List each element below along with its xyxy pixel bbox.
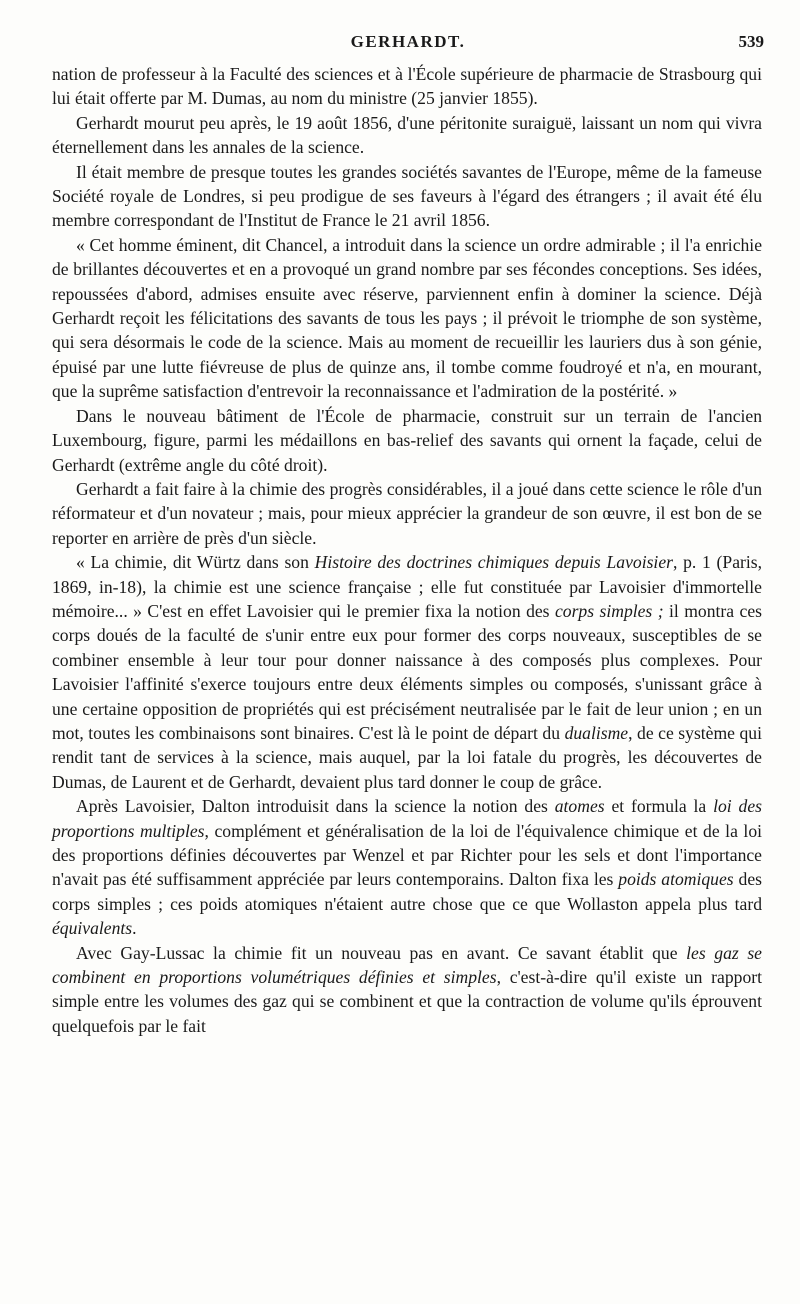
text-run: il montra ces corps doués de la faculté de s'unir entre eux pour former des corps nouveaux, susceptibles de se combiner ensemble à leur tour pour donner naissance à des composés plus complexes. Pour Lavoisier l'affinité s'exerce toujours entre deux éléments simples ou composés, s'unissant grâce à une certaine opposition de propriétés qui est précisément neutralisée par le fait de leur union ; en un mot, toutes les combinaisons sont binaires. C'est là le point de départ du xyxy=(52,600,762,743)
text-run: Il était membre de presque toutes les grandes sociétés savantes de l'Europe, même de la fameuse Société royale de Londres, si peu prodigue de ses faveurs à l'égard des étrangers ; il avait été élu membre correspondant de l'Institut de France le 21 avril 1856. xyxy=(52,161,762,231)
italic-text: poids atomiques xyxy=(618,869,734,890)
text-run: , c'est-à-dire qu'il existe un rapport simple entre les volumes des gaz qui se combinent et que la contraction de volume qu'ils éprouvent quelquefois par le fait xyxy=(52,967,762,1036)
text-run: « Cet homme éminent, dit Chancel, a introduit dans la science un ordre admirable ; il l'a enrichie de brillantes découvertes et en a provoqué un grand nombre par ses fécondes conceptions. Ses idées, repoussées d'abord, admises ensuite avec réserve, parviennent enfin à dominer la science. Déjà Gerhardt reçoit les félicitations des savants de tous les pays ; il prévoit le triomphe de son système, qui sera désormais le code de la science. Mais au moment de recueillir les lauriers dus à son génie, épuisé par une lutte fiévreuse de plus de quinze ans, il tombe comme foudroyé et n'a, en mourant, que la suprême satisfaction d'entrevoir la reconnaissance et l'admiration de la postérité. » xyxy=(52,234,762,402)
italic-text: les gaz se combinent en proportions volumétriques définies et simples xyxy=(52,942,762,988)
page-number: 539 xyxy=(738,32,764,51)
paragraph xyxy=(52,160,762,233)
paragraph xyxy=(52,794,762,940)
text-run: Après Lavoisier, Dalton introduisit dans la science la notion des xyxy=(76,796,555,817)
page-header xyxy=(52,32,764,56)
text-run: Gerhardt a fait faire à la chimie des progrès considérables, il a joué dans cette science le rôle d'un réformateur et d'un novateur ; mais, pour mieux apprécier la grandeur de son œuvre, il est bon de se reporter en arrière de près d'un siècle. xyxy=(52,478,762,548)
text-run: . xyxy=(132,918,137,939)
italic-text: loi des proportions multiples xyxy=(52,796,762,841)
paragraph xyxy=(52,404,762,477)
italic-text: Histoire des doctrines chimiques depuis Lavoisier xyxy=(314,552,673,573)
paragraph xyxy=(52,550,762,794)
italic-text: atomes xyxy=(554,796,605,817)
body-text xyxy=(52,62,762,1038)
italic-text: dualisme xyxy=(564,722,629,743)
text-run: , p. 1 (Paris, 1869, in-18), la chimie est une science française ; elle fut constituée par Lavoisier d'immortelle mémoire... » C'est en effet Lavoisier qui le premier fixa la notion des xyxy=(52,552,763,621)
italic-text: équivalents xyxy=(52,918,133,939)
text-run: Gerhardt mourut peu après, le 19 août 1856, d'une péritonite suraiguë, laissant un nom qui vivra éternellement dans les annales de la science. xyxy=(52,112,762,158)
text-run: et formula la xyxy=(604,796,714,817)
text-run: , complément et généralisation de la loi de l'équivalence chimique et de la loi des proportions définies découvertes par Wenzel et par Richter pour les sels et dont l'importance n'avait pas été suffisamment appréciée par leurs contemporains. Dalton fixa les xyxy=(52,820,762,890)
text-run: nation de professeur à la Faculté des sciences et à l'École supérieure de pharmacie de Strasbourg qui lui était offerte par M. Dumas, au nom du ministre (25 janvier 1855). xyxy=(52,64,762,109)
running-head: GERHARDT. xyxy=(350,32,466,51)
paragraph xyxy=(52,62,762,111)
paragraph xyxy=(52,111,762,160)
paragraph xyxy=(52,941,762,1039)
italic-text: corps simples ; xyxy=(554,600,664,621)
text-run: « La chimie, dit Würtz dans son xyxy=(76,552,315,573)
text-run: des corps simples ; ces poids atomiques n'étaient autre chose que ce que Wollaston appela plus tard xyxy=(52,869,762,914)
text-run: , de ce système qui rendit tant de services à la science, mais auquel, par la loi fatale du progrès, les découvertes de Dumas, de Laurent et de Gerhardt, devaient plus tard donner le coup de grâce. xyxy=(52,722,762,792)
paragraph xyxy=(52,477,762,550)
paragraph xyxy=(52,233,762,404)
text-run: Dans le nouveau bâtiment de l'École de pharmacie, construit sur un terrain de l'ancien Luxembourg, figure, parmi les médaillons en bas-relief des savants qui ornent la façade, celui de Gerhardt (extrême angle du côté droit). xyxy=(52,405,762,475)
text-run: Avec Gay-Lussac la chimie fit un nouveau pas en avant. Ce savant établit que xyxy=(76,942,687,963)
